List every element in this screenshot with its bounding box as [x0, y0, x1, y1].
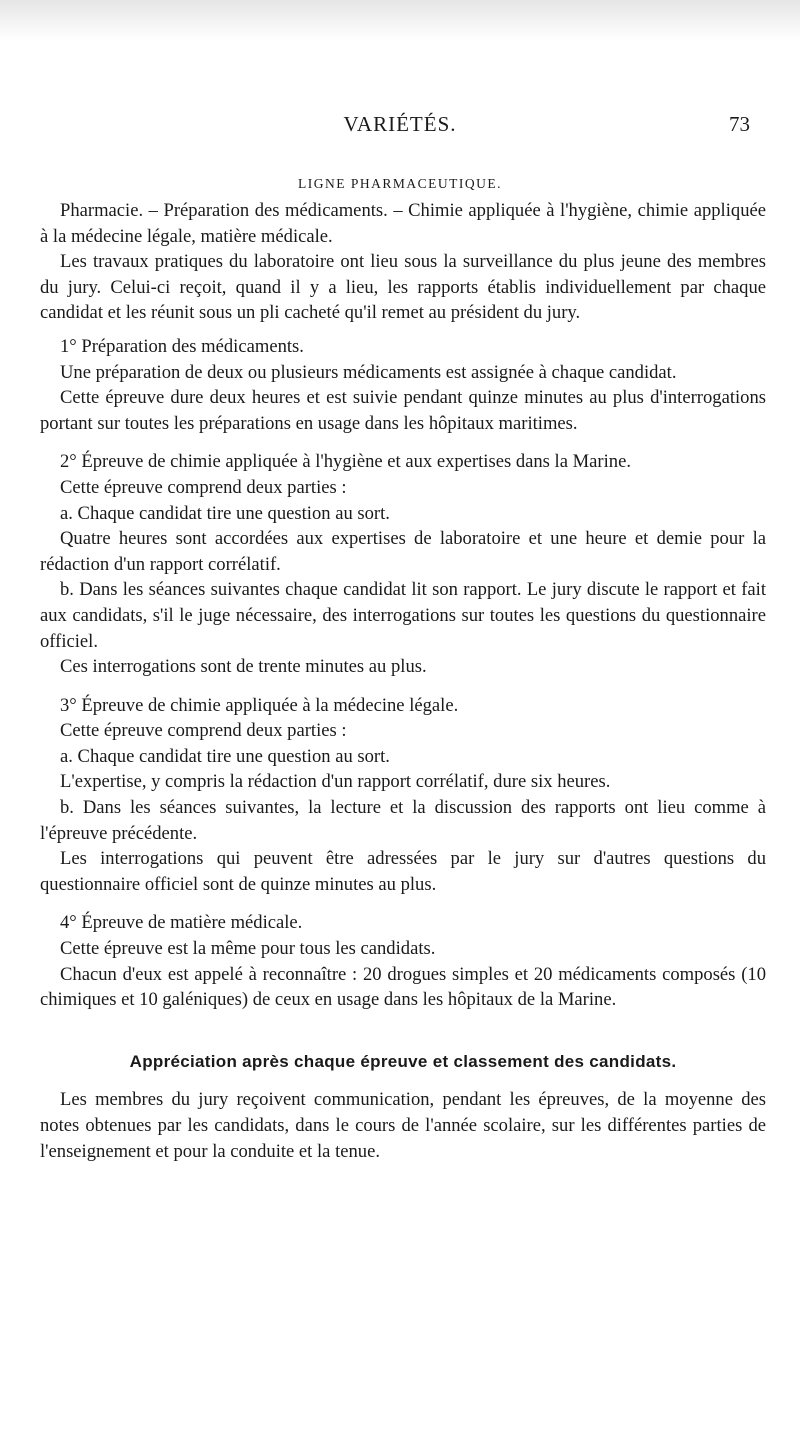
paragraph-pharmacie: Pharmacie. – Préparation des médicaments. – Chimie appliquée à l'hygiène, chimie appliquée à la médecine légale, matière médicale. — [40, 200, 766, 247]
paragraph-part-b: b. Dans les séances suivantes chaque candidat lit son rapport. Le jury discute le rapport et fait aux candidats, s'il le juge nécessaire, des interrogations sur toutes les questions du questionnaire officiel. — [40, 579, 766, 652]
paragraph-interrogations: Les interrogations qui peuvent être adressées par le jury sur d'autres questions du questionnaire officiel sont de quinze minutes au plus. — [40, 848, 766, 895]
paragraph-deux-parties: Cette épreuve comprend deux parties : — [60, 476, 347, 498]
paragraph-preparation: Une préparation de deux ou plusieurs médicaments est assignée à chaque candidat. — [60, 361, 677, 383]
running-head — [0, 112, 800, 142]
paragraph-deux-parties-2: Cette épreuve comprend deux parties : — [60, 720, 347, 742]
paragraph-travaux-pratiques: Les travaux pratiques du laboratoire ont lieu sous la surveillance du plus jeune des membres du jury. Celui-ci reçoit, quand il y a lieu, les rapports établis individuellement par chaque candidat et les réunit sous un pli cacheté qu'il remet au président du jury. — [40, 251, 766, 324]
paragraph-trente-minutes: Ces interrogations sont de trente minutes au plus. — [60, 656, 427, 678]
body-text — [40, 198, 766, 1164]
paragraph-membres-jury: Les membres du jury reçoivent communication, pendant les épreuves, de la moyenne des notes obtenues par les candidats, dans le cours de l'année scolaire, sur les différentes parties de l'enseignement et pour la conduite et la tenue. — [40, 1089, 766, 1162]
paragraph-meme-epreuve: Cette épreuve est la même pour tous les candidats. — [60, 938, 436, 960]
paragraph-part-a-2: a. Chaque candidat tire une question au sort. — [60, 745, 390, 767]
heading-epreuve-4: 4° Épreuve de matière médicale. — [60, 912, 303, 934]
heading-epreuve-1: 1° Préparation des médicaments. — [60, 335, 304, 357]
subsection-heading: Appréciation après chaque épreuve et classement des candidats. — [129, 1051, 677, 1071]
paragraph-quatre-heures: Quatre heures sont accordées aux expertises de laboratoire et une heure et demie pour la rédaction d'un rapport corrélatif. — [40, 528, 766, 575]
running-title: VARIÉTÉS. — [343, 112, 457, 136]
page-number: 73 — [729, 112, 750, 136]
heading-epreuve-3: 3° Épreuve de chimie appliquée à la médecine légale. — [60, 694, 459, 716]
paragraph-part-a: a. Chaque candidat tire une question au sort. — [60, 502, 390, 524]
paragraph-expertise: L'expertise, y compris la rédaction d'un rapport corrélatif, dure six heures. — [60, 771, 611, 793]
paragraph-part-b-2: b. Dans les séances suivantes, la lecture et la discussion des rapports ont lieu comme à l'épreuve précédente. — [40, 797, 766, 844]
section-heading: LIGNE PHARMACEUTIQUE. — [298, 176, 502, 191]
paragraph-duree-epreuve: Cette épreuve dure deux heures et est suivie pendant quinze minutes au plus d'interrogations portant sur toutes les préparations en usage dans les hôpitaux maritimes. — [40, 387, 766, 434]
paragraph-reconnaitre: Chacun d'eux est appelé à reconnaître : 20 drogues simples et 20 médicaments composés (10 chimiques et 10 galéniques) de ceux en usage dans les hôpitaux de la Marine. — [40, 963, 766, 1011]
heading-epreuve-2: 2° Épreuve de chimie appliquée à l'hygiène et aux expertises dans la Marine. — [60, 451, 631, 473]
